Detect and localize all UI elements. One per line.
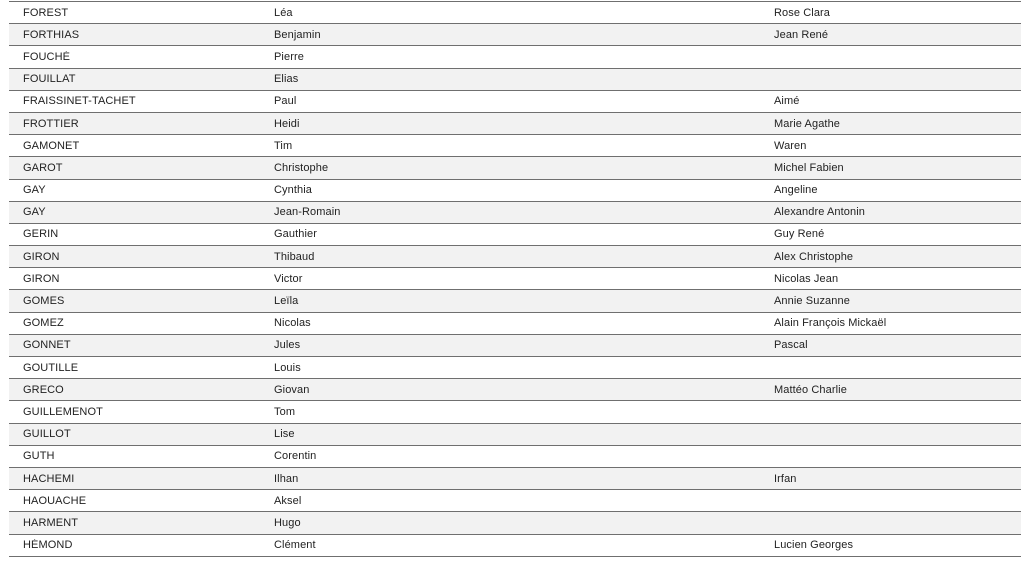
table-row (9, 357, 1021, 379)
last-name-cell: GUILLOT (23, 428, 71, 441)
last-name-cell: GUILLEMENOT (23, 405, 103, 418)
first-name-cell: Corentin (274, 450, 317, 463)
last-name-cell: GAMONET (23, 139, 80, 152)
table-row (9, 313, 1021, 335)
other-names-cell: Alexandre Antonin (774, 206, 865, 219)
first-name-cell: Heidi (274, 117, 300, 130)
first-name-cell: Paul (274, 95, 297, 108)
table-row (9, 512, 1021, 534)
first-name-cell: Clément (274, 539, 316, 552)
last-name-cell: GAY (23, 184, 46, 197)
other-names-cell: Mattéo Charlie (774, 383, 847, 396)
last-name-cell: GOUTILLE (23, 361, 79, 374)
table-row (9, 157, 1021, 179)
first-name-cell: Christophe (274, 161, 329, 174)
first-name-cell: Jules (274, 339, 301, 352)
last-name-cell: GOMES (23, 295, 65, 308)
last-name-cell: GAY (23, 206, 46, 219)
first-name-cell: Pierre (274, 50, 304, 63)
table-row (9, 535, 1021, 557)
last-name-cell: HARMENT (23, 516, 79, 529)
table-row (9, 490, 1021, 512)
other-names-cell: Angeline (774, 184, 818, 197)
first-name-cell: Léa (274, 6, 293, 19)
last-name-cell: GOMEZ (23, 317, 64, 330)
first-name-cell: Lise (274, 428, 295, 441)
table-row (9, 46, 1021, 68)
other-names-cell: Waren (774, 139, 807, 152)
other-names-cell: Alain François Mickaël (774, 317, 887, 330)
first-name-cell: Hugo (274, 516, 301, 529)
table-row (9, 246, 1021, 268)
table-row (9, 401, 1021, 423)
first-name-cell: Aksel (274, 494, 302, 507)
first-name-cell: Gauthier (274, 228, 317, 241)
other-names-cell: Jean René (774, 28, 829, 41)
table-row (9, 468, 1021, 490)
first-name-cell: Giovan (274, 383, 310, 396)
last-name-cell: GIRON (23, 272, 60, 285)
table-row (9, 24, 1021, 46)
last-name-cell: GAROT (23, 161, 63, 174)
first-name-cell: Cynthia (274, 184, 312, 197)
table-row (9, 69, 1021, 91)
names-table (9, 1, 1021, 557)
other-names-cell: Pascal (774, 339, 808, 352)
first-name-cell: Elias (274, 73, 299, 86)
table-row (9, 268, 1021, 290)
table-row (9, 180, 1021, 202)
table-row (9, 202, 1021, 224)
first-name-cell: Benjamin (274, 28, 321, 41)
first-name-cell: Thibaud (274, 250, 315, 263)
table-row (9, 379, 1021, 401)
other-names-cell: Alex Christophe (774, 250, 854, 263)
table-row (9, 290, 1021, 312)
last-name-cell: GUTH (23, 450, 55, 463)
table-row (9, 135, 1021, 157)
first-name-cell: Victor (274, 272, 303, 285)
last-name-cell: HAOUACHE (23, 494, 87, 507)
other-names-cell: Aimé (774, 95, 800, 108)
table-row (9, 335, 1021, 357)
last-name-cell: FORTHIAS (23, 28, 80, 41)
last-name-cell: FOUCHÉ (23, 50, 71, 63)
first-name-cell: Nicolas (274, 317, 311, 330)
table-row (9, 113, 1021, 135)
first-name-cell: Tim (274, 139, 293, 152)
last-name-cell: GERIN (23, 228, 59, 241)
other-names-cell: Nicolas Jean (774, 272, 839, 285)
last-name-cell: HACHEMI (23, 472, 75, 485)
table-row (9, 2, 1021, 24)
table-row (9, 446, 1021, 468)
other-names-cell: Marie Agathe (774, 117, 841, 130)
last-name-cell: HÉMOND (23, 539, 73, 552)
last-name-cell: FRAISSINET-TACHET (23, 95, 136, 108)
first-name-cell: Ilhan (274, 472, 299, 485)
table-row (9, 424, 1021, 446)
first-name-cell: Tom (274, 405, 296, 418)
last-name-cell: FROTTIER (23, 117, 79, 130)
other-names-cell: Guy René (774, 228, 825, 241)
other-names-cell: Lucien Georges (774, 539, 854, 552)
first-name-cell: Leïla (274, 295, 299, 308)
first-name-cell: Louis (274, 361, 301, 374)
last-name-cell: FOREST (23, 6, 69, 19)
table-row (9, 91, 1021, 113)
other-names-cell: Irfan (774, 472, 797, 485)
other-names-cell: Michel Fabien (774, 161, 844, 174)
last-name-cell: GRECO (23, 383, 64, 396)
other-names-cell: Rose Clara (774, 6, 831, 19)
other-names-cell: Annie Suzanne (774, 295, 850, 308)
last-name-cell: GIRON (23, 250, 60, 263)
last-name-cell: GONNET (23, 339, 71, 352)
first-name-cell: Jean-Romain (274, 206, 341, 219)
table-row (9, 224, 1021, 246)
last-name-cell: FOUILLAT (23, 73, 76, 86)
